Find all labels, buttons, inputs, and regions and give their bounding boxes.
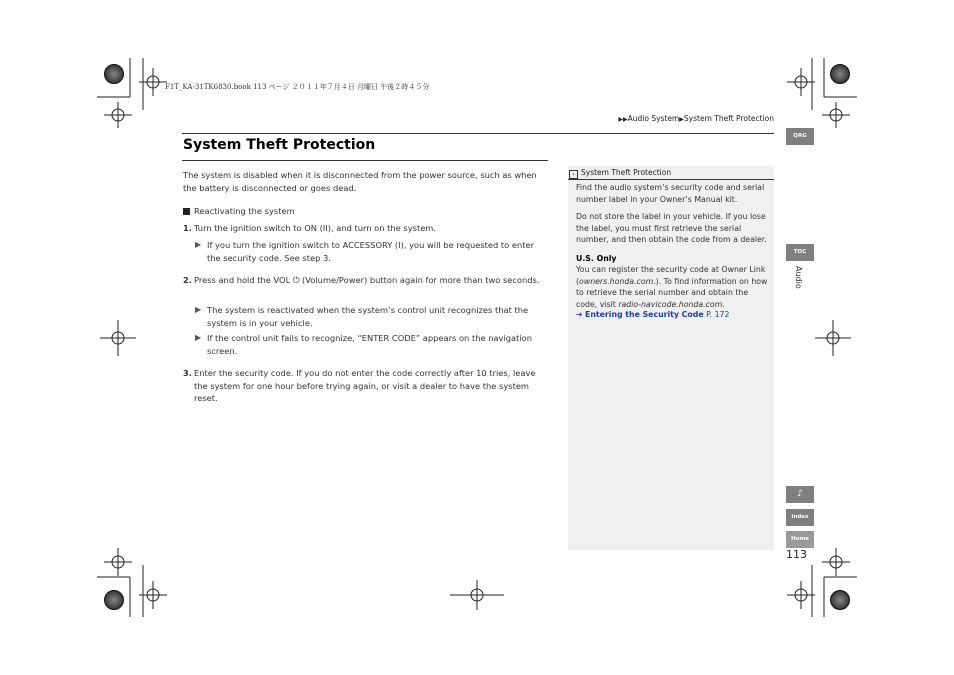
step-3 xyxy=(183,367,549,405)
step-1-note-1 xyxy=(195,239,549,264)
breadcrumb xyxy=(618,114,774,123)
step-2-note-1 xyxy=(195,304,549,329)
title-rule xyxy=(182,133,774,134)
step-number: 2. xyxy=(183,275,192,285)
breadcrumb-item-current: System Theft Protection xyxy=(683,114,774,123)
subheading xyxy=(183,205,549,218)
triangle-bullet-icon: ▶ xyxy=(195,333,202,342)
print-header: F1T_KA-31TK6830.book 113 ページ ２０１１年７月４日 月曜日 午後２時４５分 xyxy=(165,83,430,91)
intro-paragraph: The system is disabled when it is disconnected from the power source, such as when the battery is disconnected or goes dead. xyxy=(183,170,537,193)
section-label: Audio xyxy=(794,266,803,289)
square-bullet-icon xyxy=(183,208,190,215)
sidebar-heading xyxy=(568,166,774,180)
title-underline xyxy=(182,160,548,161)
xref-page[interactable]: P. 172 xyxy=(706,310,730,319)
note-text: If the control unit fails to recognize, “ENTER CODE” appears on the navigation screen. xyxy=(207,333,533,356)
step-2 xyxy=(183,274,549,287)
triangle-bullet-icon: ▶ xyxy=(195,240,202,249)
xref-link[interactable]: Entering the Security Code xyxy=(585,310,704,319)
tab-voice[interactable] xyxy=(786,486,814,503)
step-text: Press and hold the VOL ⏻ (Volume/Power) button again for more than two seconds. xyxy=(194,275,540,285)
breadcrumb-item-audio-system[interactable]: Audio System xyxy=(627,114,680,123)
sidebar-note xyxy=(568,166,774,550)
sidebar-paragraph-2: Do not store the label in your vehicle. If you lose the label, you must first retrieve the serial number, and then obtain the code from a dealer. xyxy=(576,212,767,245)
navicode-url: radio-navicode.honda.com xyxy=(618,299,723,309)
note-text: If you turn the ignition switch to ACCESSORY (I), you will be requested to enter the security code. See step 3. xyxy=(207,240,535,263)
p3-text-c: . xyxy=(722,299,725,309)
page-title: System Theft Protection xyxy=(183,137,376,153)
step-1 xyxy=(183,222,549,235)
page-number: 113 xyxy=(786,548,807,561)
step-2-note-2 xyxy=(195,332,549,357)
tab-qrg[interactable]: QRG xyxy=(786,128,814,145)
owner-link-url: owners.honda.com xyxy=(579,276,654,286)
us-only-label: U.S. Only xyxy=(576,254,617,263)
sidebar-heading-text: System Theft Protection xyxy=(581,168,672,177)
cross-reference[interactable] xyxy=(576,309,768,321)
step-number: 3. xyxy=(183,368,192,378)
p3-text-a: You can register the security code at Owner Link ( xyxy=(576,265,766,286)
tab-home[interactable]: Home xyxy=(786,531,814,548)
reference-box-icon: › xyxy=(569,170,578,179)
xref-arrow-icon: ➔ xyxy=(576,310,583,319)
triangle-bullet-icon: ▶ xyxy=(195,305,202,314)
voice-command-icon: ♪ xyxy=(797,489,803,499)
step-number: 1. xyxy=(183,223,192,233)
tab-toc[interactable]: TOC xyxy=(786,244,814,261)
tab-index[interactable]: Index xyxy=(786,509,814,526)
step-text: Turn the ignition switch to ON (II), and turn on the system. xyxy=(194,223,437,233)
sidebar-paragraph-1: Find the audio system’s security code and serial number label in your Owner’s Manual kit. xyxy=(576,183,765,204)
subheading-text: Reactivating the system xyxy=(194,206,295,216)
breadcrumb-arrow-icon: ▶▶ xyxy=(618,116,628,123)
p3-text-b: .). To find information on how to retrieve the serial number and obtain the code, visit xyxy=(576,276,768,309)
step-text: Enter the security code. If you do not enter the code correctly after 10 tries, leave the system for one hour before trying again, or visit a dealer to have the system reset. xyxy=(194,368,536,404)
sidebar-paragraph-3 xyxy=(576,264,768,310)
note-text: The system is reactivated when the system’s control unit recognizes that the system is in your vehicle. xyxy=(207,305,529,328)
breadcrumb-separator-icon: ▶ xyxy=(679,116,684,123)
